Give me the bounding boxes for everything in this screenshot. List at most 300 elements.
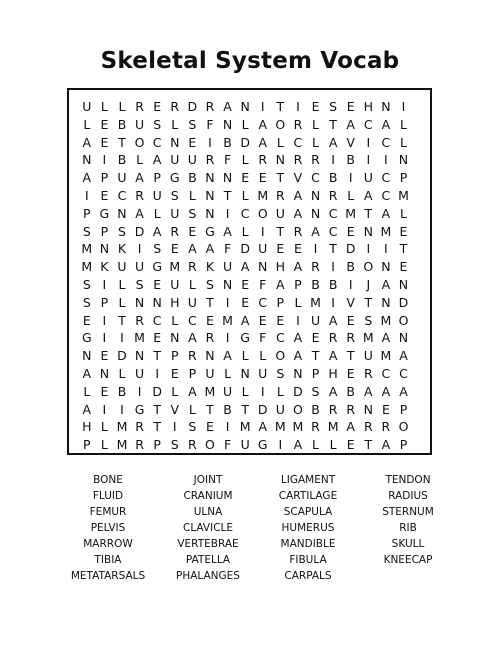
grid-letter: P	[153, 170, 161, 186]
grid-letter: L	[188, 276, 196, 292]
grid-letter: I	[102, 401, 107, 417]
grid-letter: N	[99, 241, 110, 257]
grid-letter: T	[399, 241, 408, 257]
grid-letter: F	[223, 241, 232, 257]
grid-letter: P	[188, 365, 197, 381]
grid-letter: T	[153, 419, 161, 435]
grid-letter: M	[398, 187, 409, 203]
grid-letter: N	[134, 348, 145, 364]
grid-letter: A	[328, 383, 338, 399]
grid-letter: L	[400, 205, 407, 221]
grid-letter: R	[346, 401, 356, 417]
grid-letter: D	[240, 241, 250, 257]
grid-letter: U	[363, 170, 373, 186]
grid-letter: A	[276, 276, 285, 292]
grid-letter: M	[345, 205, 357, 221]
grid-letter: D	[293, 383, 303, 399]
grid-letter: H	[363, 99, 373, 114]
grid-letter: R	[311, 419, 320, 435]
word-list-item: MANDIBLE	[280, 538, 336, 550]
grid-letter: L	[83, 383, 91, 399]
grid-letter: M	[116, 437, 128, 453]
grid-letter: I	[225, 330, 230, 346]
grid-letter: F	[259, 330, 267, 346]
grid-letter: S	[153, 241, 162, 257]
grid-letter: P	[276, 294, 285, 310]
grid-letter: S	[364, 312, 373, 328]
grid-letter: L	[224, 365, 232, 381]
grid-letter: C	[328, 205, 338, 221]
grid-letter: J	[366, 276, 371, 292]
word-list-item: PATELLA	[185, 554, 231, 566]
grid-letter: T	[364, 294, 373, 310]
grid-letter: I	[260, 99, 265, 114]
grid-letter: N	[275, 152, 285, 168]
word-list-item: PHALANGES	[176, 570, 240, 582]
grid-letter: D	[152, 383, 162, 399]
grid-letter: L	[294, 294, 302, 310]
grid-letter: S	[170, 187, 179, 203]
grid-letter: A	[364, 383, 373, 399]
grid-letter: G	[134, 401, 145, 417]
grid-letter: K	[117, 241, 127, 257]
grid-letter: L	[241, 152, 249, 168]
grid-letter: E	[153, 99, 162, 114]
grid-letter: U	[222, 383, 233, 399]
grid-letter: E	[153, 276, 162, 292]
grid-letter: A	[399, 348, 408, 364]
grid-letter: L	[188, 401, 196, 417]
grid-letter: A	[293, 348, 303, 364]
grid-letter: A	[188, 383, 197, 399]
grid-letter: E	[346, 99, 355, 114]
grid-letter: E	[293, 241, 302, 257]
grid-letter: U	[187, 294, 197, 310]
grid-letter: I	[102, 276, 107, 292]
grid-letter: N	[117, 205, 127, 221]
word-list-item: HUMERUS	[281, 522, 335, 534]
puzzle-grid	[78, 98, 412, 454]
grid-letter: L	[400, 134, 407, 150]
grid-letter: E	[241, 170, 250, 186]
grid-letter: A	[293, 187, 303, 203]
grid-letter: A	[82, 170, 92, 186]
grid-letter: M	[222, 312, 233, 328]
word-list-item: ULNA	[193, 506, 223, 518]
grid-letter: R	[363, 419, 373, 435]
grid-letter: E	[241, 294, 250, 310]
grid-letter: T	[206, 401, 214, 417]
grid-letter: M	[81, 241, 93, 257]
grid-letter: P	[399, 401, 408, 417]
word-list-item: SKULL	[391, 538, 425, 550]
grid-letter: L	[241, 223, 249, 239]
grid-letter: E	[170, 365, 179, 381]
grid-letter: R	[363, 365, 373, 381]
grid-letter: T	[329, 116, 337, 132]
grid-letter: R	[135, 99, 144, 114]
grid-letter: A	[328, 312, 338, 328]
grid-letter: D	[398, 294, 409, 310]
grid-letter: N	[205, 187, 215, 203]
grid-letter: A	[258, 419, 268, 435]
grid-letter: A	[399, 383, 408, 399]
grid-letter: N	[82, 152, 92, 168]
grid-letter: I	[260, 383, 265, 399]
grid-letter: N	[205, 205, 215, 221]
grid-letter: R	[205, 152, 215, 168]
grid-letter: A	[82, 401, 92, 417]
grid-letter: E	[188, 223, 197, 239]
grid-letter: I	[260, 223, 265, 239]
grid-letter: U	[275, 205, 285, 221]
grid-letter: R	[205, 99, 215, 114]
grid-letter: M	[257, 187, 269, 203]
grid-letter: I	[401, 99, 406, 114]
grid-letter: E	[153, 330, 162, 346]
grid-letter: E	[311, 99, 320, 114]
grid-letter: R	[293, 223, 303, 239]
grid-letter: P	[100, 223, 109, 239]
grid-letter: E	[100, 383, 109, 399]
grid-letter: G	[81, 330, 92, 346]
grid-letter: N	[205, 170, 215, 186]
grid-letter: U	[205, 365, 215, 381]
grid-letter: N	[99, 365, 110, 381]
grid-letter: R	[293, 152, 303, 168]
grid-letter: B	[311, 401, 320, 417]
grid-letter: R	[311, 259, 320, 275]
grid-letter: A	[223, 223, 232, 239]
grid-letter: T	[276, 223, 285, 239]
grid-letter: R	[170, 99, 180, 114]
grid-letter: I	[172, 419, 177, 435]
grid-letter: R	[170, 223, 180, 239]
grid-letter: A	[364, 187, 373, 203]
grid-letter: U	[135, 365, 145, 381]
grid-letter: N	[240, 99, 250, 114]
grid-letter: A	[258, 116, 268, 132]
grid-letter: L	[312, 116, 319, 132]
grid-letter: T	[364, 205, 373, 221]
grid-letter: L	[241, 348, 249, 364]
grid-letter: I	[366, 241, 371, 257]
grid-letter: D	[134, 223, 145, 239]
grid-letter: O	[398, 312, 409, 328]
grid-letter: M	[327, 419, 339, 435]
grid-letter: D	[240, 134, 250, 150]
grid-letter: S	[188, 205, 197, 221]
grid-letter: G	[205, 223, 215, 239]
grid-letter: G	[169, 170, 180, 186]
grid-letter: F	[259, 276, 267, 292]
grid-letter: F	[206, 116, 214, 132]
grid-letter: A	[293, 330, 303, 346]
grid-letter: I	[225, 419, 230, 435]
grid-letter: S	[82, 223, 91, 239]
grid-letter: E	[346, 365, 355, 381]
grid-letter: O	[134, 134, 145, 150]
grid-letter: B	[117, 116, 127, 132]
grid-letter: N	[240, 365, 250, 381]
grid-letter: C	[240, 205, 250, 221]
grid-letter: P	[399, 437, 408, 453]
grid-letter: T	[118, 134, 126, 150]
grid-letter: A	[223, 99, 232, 114]
word-list-item: RADIUS	[388, 490, 428, 502]
grid-letter: R	[328, 187, 338, 203]
grid-letter: K	[205, 259, 215, 275]
grid-letter: S	[153, 116, 162, 132]
grid-letter: C	[363, 116, 373, 132]
grid-letter: U	[240, 437, 250, 453]
grid-letter: C	[381, 365, 391, 381]
grid-letter: T	[153, 348, 161, 364]
grid-letter: N	[398, 152, 409, 168]
grid-letter: N	[398, 330, 409, 346]
grid-letter: L	[241, 116, 249, 132]
grid-letter: A	[346, 116, 355, 132]
grid-letter: L	[259, 348, 267, 364]
grid-letter: U	[258, 365, 268, 381]
word-list-item: SCAPULA	[283, 506, 333, 518]
grid-letter: N	[381, 99, 391, 114]
grid-letter: E	[381, 401, 390, 417]
grid-letter: L	[400, 116, 407, 132]
grid-letter: R	[205, 330, 215, 346]
grid-letter: C	[117, 187, 127, 203]
word-list-item: FIBULA	[289, 554, 327, 566]
grid-letter: H	[328, 365, 338, 381]
grid-letter: U	[82, 99, 92, 114]
grid-letter: L	[347, 187, 355, 203]
grid-letter: D	[345, 241, 356, 257]
grid-letter: C	[152, 134, 162, 150]
grid-letter: N	[363, 401, 373, 417]
grid-letter: L	[171, 312, 179, 328]
grid-letter: E	[82, 312, 91, 328]
grid-letter: N	[82, 348, 92, 364]
grid-letter: R	[328, 401, 338, 417]
grid-letter: M	[239, 419, 251, 435]
grid-letter: T	[241, 401, 249, 417]
word-list-item: METATARSALS	[70, 570, 146, 582]
grid-letter: N	[222, 116, 233, 132]
grid-letter: G	[257, 437, 268, 453]
grid-letter: U	[152, 187, 162, 203]
grid-letter: R	[381, 419, 391, 435]
grid-letter: U	[310, 312, 321, 328]
grid-letter: B	[346, 152, 355, 168]
word-list-item: VERTEBRAE	[177, 538, 239, 550]
grid-letter: S	[311, 383, 320, 399]
grid-letter: I	[384, 241, 388, 257]
grid-letter: R	[135, 437, 144, 453]
grid-letter: C	[275, 330, 285, 346]
grid-letter: E	[206, 419, 214, 435]
grid-letter: N	[222, 276, 233, 292]
grid-letter: M	[204, 383, 216, 399]
grid-letter: C	[381, 187, 391, 203]
grid-letter: L	[100, 419, 108, 435]
grid-letter: C	[293, 134, 303, 150]
word-list-item: LIGAMENT	[280, 474, 336, 486]
grid-letter: R	[293, 116, 303, 132]
grid-letter: A	[135, 205, 144, 221]
grid-letter: A	[293, 437, 303, 453]
grid-letter: U	[117, 259, 127, 275]
grid-letter: A	[188, 330, 197, 346]
grid-letter: M	[362, 330, 374, 346]
grid-letter: U	[170, 205, 180, 221]
grid-letter: P	[83, 437, 91, 453]
grid-letter: M	[169, 259, 181, 275]
grid-letter: A	[152, 223, 162, 239]
grid-letter: A	[293, 205, 303, 221]
grid-letter: N	[222, 170, 233, 186]
grid-letter: N	[310, 187, 321, 203]
grid-letter: T	[276, 99, 285, 114]
grid-letter: R	[135, 419, 144, 435]
grid-letter: L	[171, 383, 179, 399]
grid-letter: I	[366, 152, 371, 168]
grid-letter: N	[170, 134, 180, 150]
word-list-item: TENDON	[385, 474, 431, 486]
grid-letter: I	[331, 259, 335, 275]
word-list-item: CARTILAGE	[278, 490, 338, 502]
grid-letter: I	[84, 187, 89, 203]
grid-letter: P	[100, 170, 109, 186]
grid-letter: E	[346, 223, 355, 239]
grid-letter: B	[346, 383, 355, 399]
grid-letter: A	[328, 348, 338, 364]
grid-letter: L	[188, 187, 196, 203]
word-list-item: TIBIA	[94, 554, 122, 566]
grid-letter: N	[381, 294, 391, 310]
grid-letter: T	[206, 294, 214, 310]
grid-letter: I	[102, 312, 107, 328]
grid-letter: L	[312, 134, 319, 150]
grid-letter: G	[99, 205, 110, 221]
grid-letter: M	[380, 223, 392, 239]
grid-letter: B	[346, 259, 355, 275]
grid-letter: C	[381, 134, 391, 150]
grid-letter: M	[116, 419, 128, 435]
word-list-item: PELVIS	[90, 522, 126, 534]
grid-letter: E	[399, 223, 408, 239]
grid-letter: N	[170, 330, 180, 346]
grid-letter: I	[102, 330, 107, 346]
grid-letter: E	[100, 116, 109, 132]
grid-letter: A	[381, 205, 391, 221]
grid-letter: C	[187, 312, 197, 328]
grid-letter: L	[100, 99, 108, 114]
grid-letter: D	[117, 348, 127, 364]
grid-letter: O	[398, 419, 409, 435]
grid-letter: G	[240, 330, 250, 346]
grid-letter: I	[313, 241, 318, 257]
grid-letter: N	[152, 294, 162, 310]
grid-letter: D	[187, 99, 198, 114]
grid-letter: L	[136, 152, 144, 168]
grid-letter: M	[134, 330, 145, 346]
grid-letter: V	[346, 134, 355, 150]
grid-letter: V	[170, 401, 180, 417]
grid-letter: B	[223, 401, 232, 417]
grid-letter: A	[311, 223, 320, 239]
word-list-item: JOINT	[193, 474, 223, 486]
grid-letter: C	[258, 294, 268, 310]
grid-letter: O	[275, 116, 286, 132]
word-list-item: RIB	[399, 522, 417, 534]
grid-letter: A	[205, 241, 215, 257]
grid-letter: E	[170, 241, 179, 257]
grid-letter: I	[137, 241, 142, 257]
grid-letter: L	[83, 116, 91, 132]
grid-letter: S	[170, 437, 179, 453]
grid-letter: D	[257, 401, 268, 417]
word-list-item: CRANIUM	[183, 490, 233, 502]
grid-letter: H	[82, 419, 92, 435]
grid-letter: I	[366, 134, 371, 150]
grid-letter: P	[153, 437, 161, 453]
grid-letter: B	[117, 152, 127, 168]
grid-letter: L	[100, 437, 108, 453]
grid-letter: F	[223, 152, 232, 168]
grid-letter: E	[399, 259, 408, 275]
grid-letter: A	[240, 259, 250, 275]
grid-letter: N	[134, 294, 145, 310]
grid-letter: A	[188, 241, 197, 257]
grid-letter: N	[363, 223, 373, 239]
word-list-item: CLAVICLE	[182, 522, 234, 534]
word-list-item: MARROW	[83, 538, 133, 550]
grid-letter: M	[310, 294, 321, 310]
word-list	[58, 472, 458, 584]
word-list-item: FEMUR	[89, 506, 127, 518]
grid-letter: A	[223, 348, 232, 364]
grid-letter: I	[331, 152, 335, 168]
grid-letter: K	[100, 259, 109, 275]
grid-letter: I	[225, 205, 230, 221]
grid-letter: T	[153, 401, 161, 417]
word-list-item: BONE	[93, 474, 123, 486]
grid-letter: A	[258, 134, 268, 150]
grid-letter: A	[328, 134, 338, 150]
grid-letter: S	[188, 419, 197, 435]
grid-letter: E	[258, 170, 267, 186]
grid-letter: T	[118, 312, 126, 328]
grid-letter: L	[118, 365, 126, 381]
grid-letter: A	[381, 437, 391, 453]
grid-letter: A	[381, 116, 391, 132]
grid-letter: S	[118, 223, 126, 239]
grid-letter: I	[208, 134, 212, 150]
grid-letter: T	[311, 348, 320, 364]
grid-letter: B	[223, 134, 232, 150]
grid-letter: L	[276, 383, 284, 399]
grid-letter: P	[399, 170, 408, 186]
grid-letter: U	[170, 276, 180, 292]
grid-letter: S	[205, 276, 214, 292]
grid-letter: M	[380, 348, 392, 364]
grid-letter: R	[188, 348, 197, 364]
word-list-item: STERNUM	[382, 506, 434, 518]
grid-letter: T	[276, 170, 285, 186]
grid-letter: F	[223, 437, 232, 453]
grid-letter: L	[118, 294, 126, 310]
grid-letter: T	[329, 241, 337, 257]
